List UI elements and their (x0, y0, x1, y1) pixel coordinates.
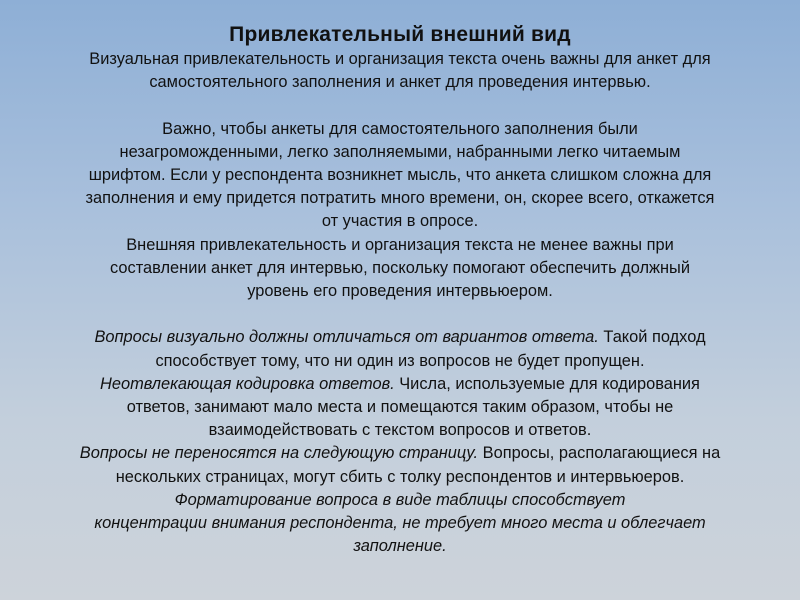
rule-text: Такой подход (598, 328, 706, 347)
rule-no-page-break (6, 442, 794, 488)
rule-table-format (6, 489, 794, 559)
rule-text: Числа, используемые для кодирования (394, 374, 700, 393)
text-line: шрифтом. Если у респондента возникнет мысль, что анкета слишком сложна для (88, 166, 712, 184)
text-line: взаимодействовать с текстом вопросов и ответов. (208, 421, 592, 440)
text-line: способствует тому, что ни один из вопросов не будет пропущен. (155, 351, 645, 370)
text-line: составлении анкет для интервью, поскольку помогают обеспечить должный (110, 258, 690, 277)
text-line: нескольких страницах, могут сбить с толку респондентов и интервьюеров. (115, 467, 685, 486)
paragraph-gap (6, 303, 794, 326)
rule-heading: Неотвлекающая кодировка ответов. (100, 374, 395, 393)
paragraph-gap (6, 94, 794, 117)
slide-title: Привлекательный внешний вид (229, 23, 571, 46)
text-line: заполнение. (353, 537, 447, 556)
text-line (6, 326, 794, 349)
rule-text: Вопросы, располагающиеся на (478, 444, 721, 463)
text-line: Визуальная привлекательность и организация текста очень важны для анкет для (89, 50, 711, 68)
text-line: концентрации внимания респондента, не требует много места и облегчает (94, 514, 706, 533)
text-line: заполнения и ему придется потратить много времени, он, скорее всего, откажется (85, 189, 715, 208)
slide-body (0, 48, 800, 558)
text-line: ответов, занимают мало места и помещаются таким образом, чтобы не (126, 398, 674, 417)
text-line: от участия в опросе. (321, 212, 479, 231)
self-fill-paragraph (6, 118, 794, 234)
text-line: уровень его проведения интервьюером. (247, 282, 553, 301)
rule-heading: Вопросы не переносятся на следующую страницу. (79, 444, 479, 463)
text-line: Форматирование вопроса в виде таблицы способствует (174, 490, 626, 509)
text-line: незагроможденными, легко заполняемыми, набранными легко читаемым (119, 142, 681, 161)
rule-questions-distinct (6, 326, 794, 372)
text-line: Внешняя привлекательность и организация текста не менее важны при (126, 235, 674, 254)
interview-paragraph (6, 234, 794, 304)
rule-coding (6, 373, 794, 443)
intro-paragraph (6, 48, 794, 94)
rule-heading: Вопросы визуально должны отличаться от вариантов ответа. (94, 328, 599, 347)
text-line: Важно, чтобы анкеты для самостоятельного заполнения были (162, 119, 638, 138)
text-line: самостоятельного заполнения и анкет для проведения интервью. (149, 73, 651, 92)
text-line (6, 442, 794, 465)
text-line (6, 373, 794, 396)
